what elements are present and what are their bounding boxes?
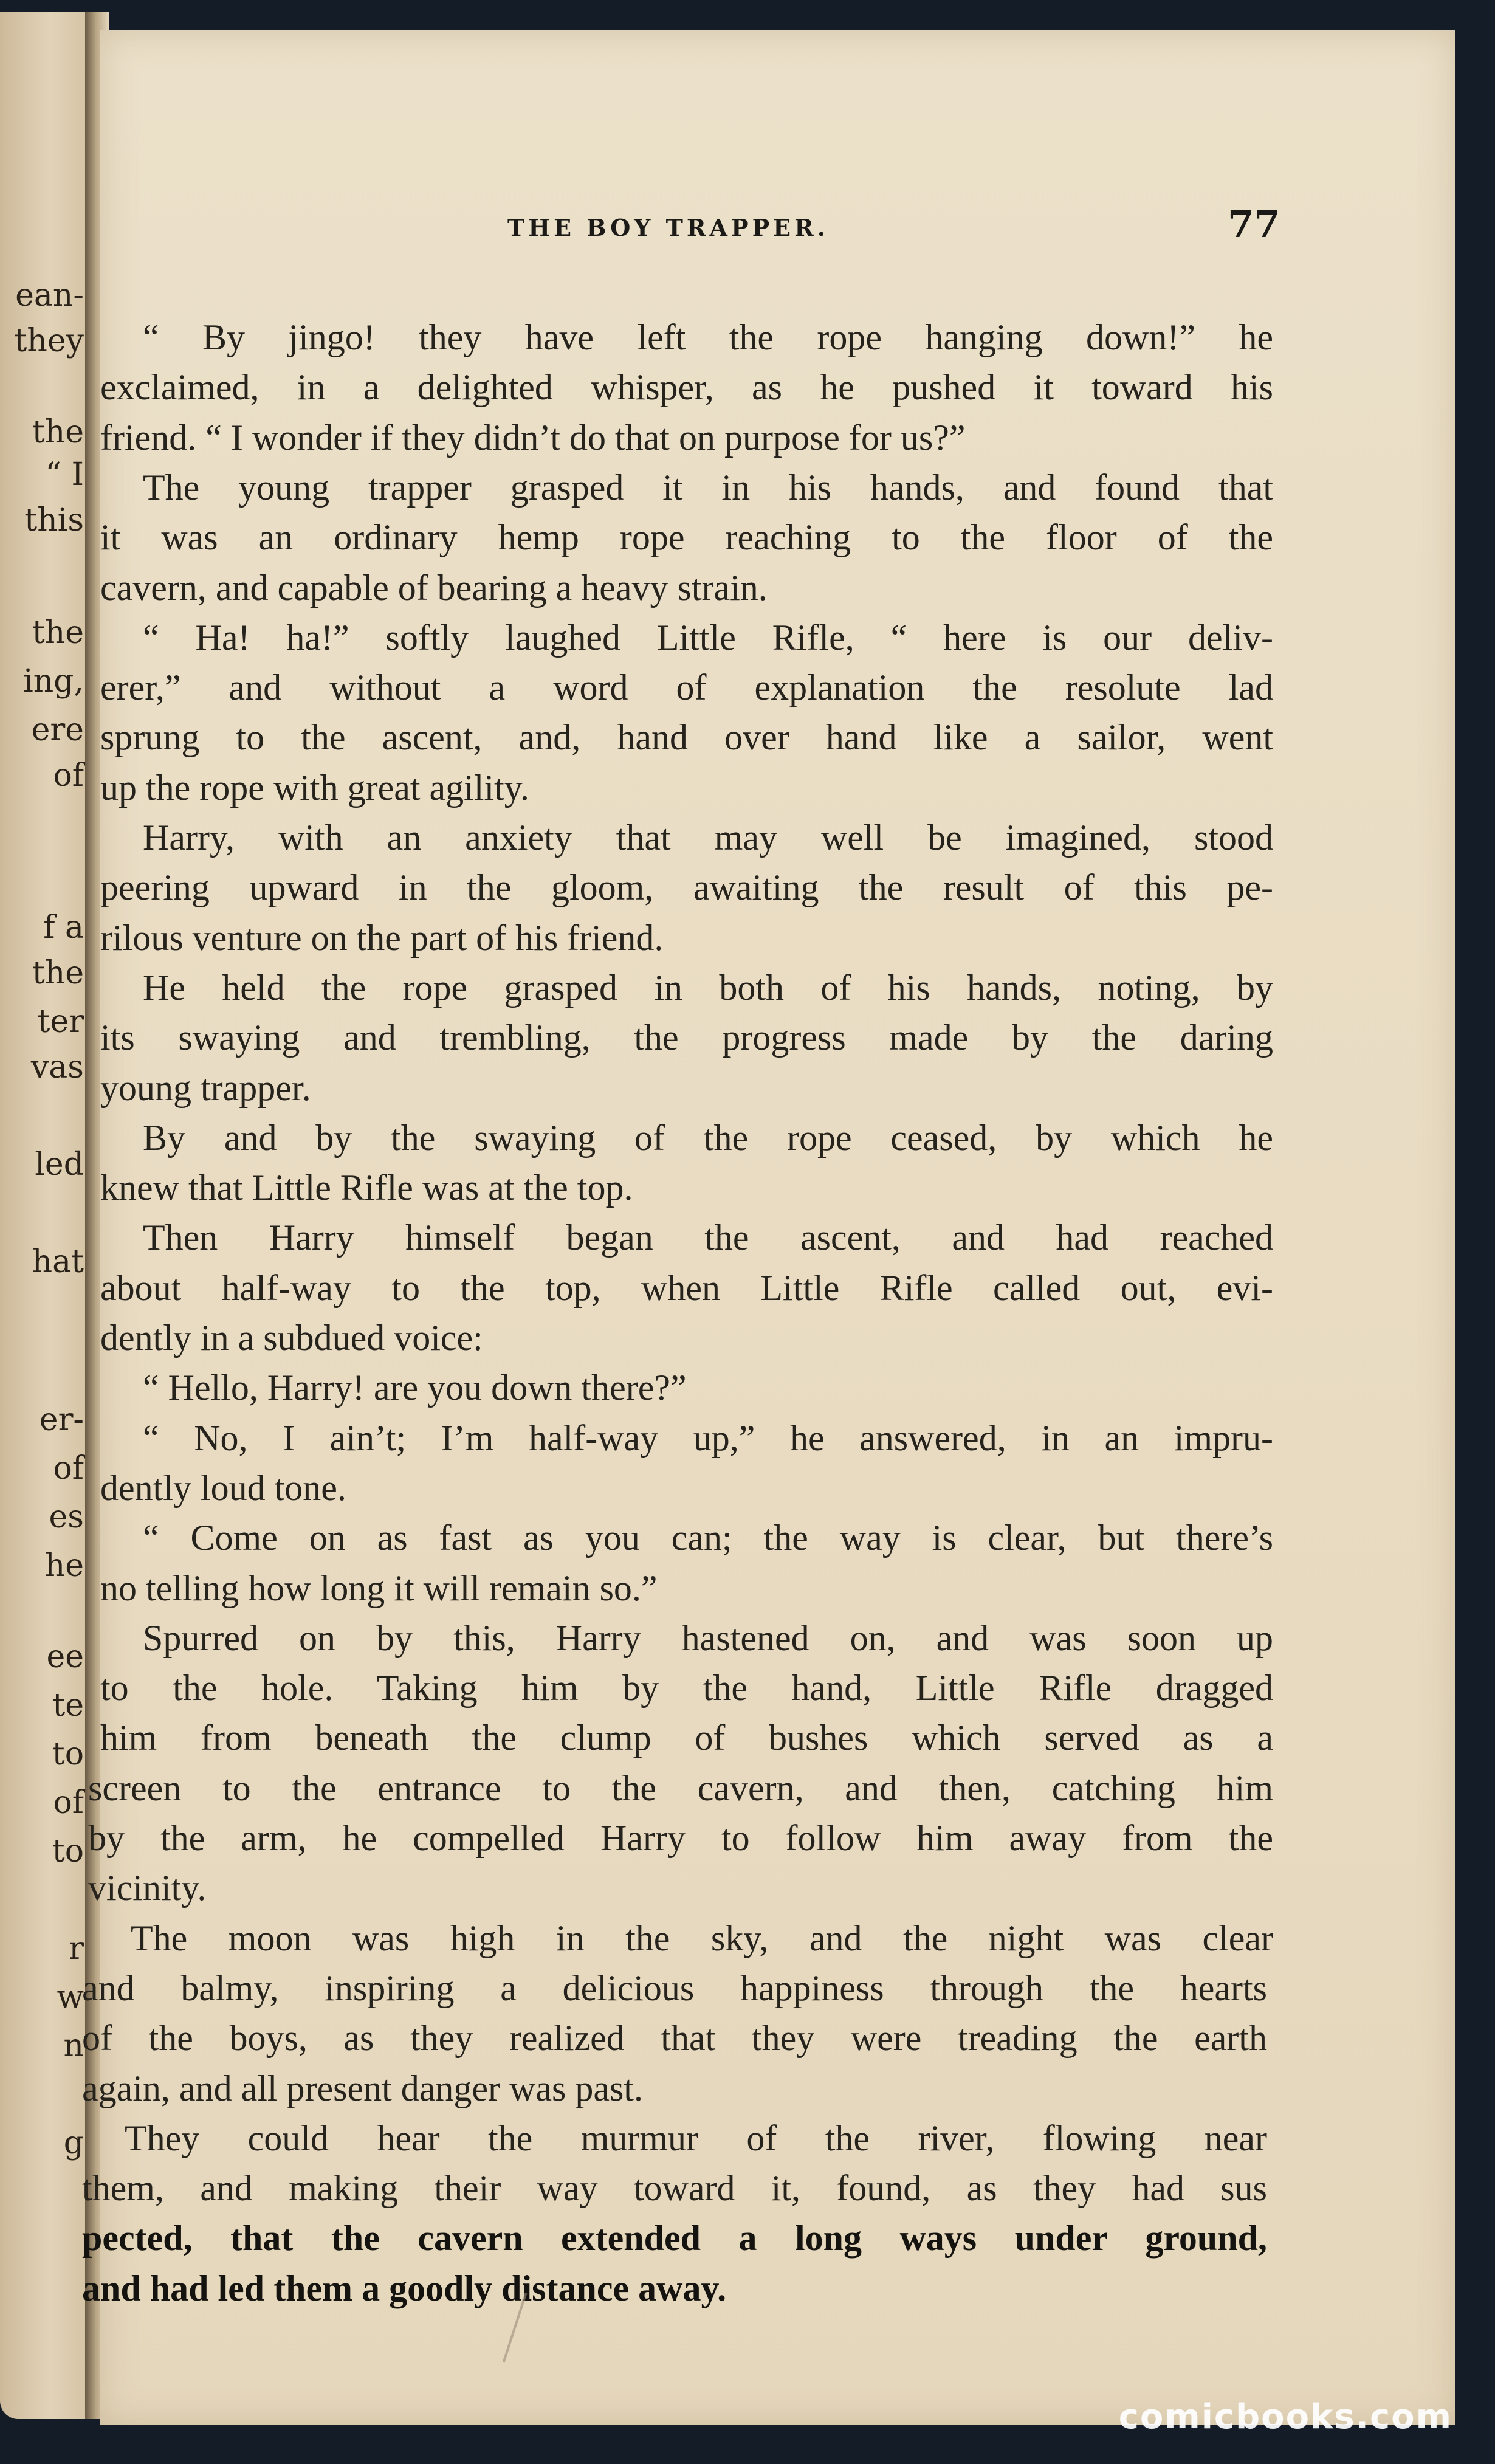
facing-page-word-fragment: er- [39,1402,84,1438]
facing-page-word-fragment: n [63,2028,84,2064]
text-line: by the arm, he compelled Harry to follow him away from the [88,1818,1273,1858]
text-line: to the hole. Taking him by the hand, Little Rifle dragged [100,1668,1273,1708]
facing-page-word-fragment: w [57,1979,84,2015]
facing-page-word-fragment: hat [32,1244,84,1280]
text-line: dently loud tone. [100,1468,346,1508]
text-line: “ No, I ain’t; I’m half-way up,” he answered, in an impru- [143,1418,1273,1458]
facing-page-word-fragment: es [49,1499,84,1535]
text-line: Spurred on by this, Harry hastened on, and was soon up [143,1618,1273,1658]
text-line: screen to the entrance to the cavern, and then, catching him [88,1768,1273,1808]
text-line: about half-way to the top, when Little Rifle called out, evi- [100,1268,1273,1308]
facing-page-word-fragment: they [14,323,84,359]
text-line: knew that Little Rifle was at the top. [100,1168,633,1208]
facing-page-word-fragment: the [32,614,84,651]
text-line: He held the rope grasped in both of his hands, noting, by [143,968,1273,1008]
text-line: They could hear the murmur of the river, flowing near [125,2118,1267,2158]
facing-page-word-fragment: he [44,1547,84,1584]
facing-page-word-fragment: to [52,1833,84,1870]
text-line: “ Hello, Harry! are you down there?” [143,1368,687,1408]
text-line: again, and all present danger was past. [82,2068,643,2108]
text-line: “ Come on as fast as you can; the way is clear, but there’s [143,1518,1273,1558]
facing-page-word-fragment: ean- [15,277,84,314]
facing-page-word-fragment: ing, [23,663,84,700]
facing-page-word-fragment: g [63,2125,84,2161]
facing-page-fragment [0,12,91,2419]
text-line: Harry, with an anxiety that may well be imagined, stood [143,817,1273,858]
facing-page-word-fragment: the [32,414,84,450]
text-line: Then Harry himself began the ascent, and had reached [143,1217,1273,1258]
text-line: no telling how long it will remain so.” [100,1568,658,1608]
facing-page-word-fragment: te [52,1687,84,1724]
facing-page-word-fragment: led [35,1146,84,1183]
book-page [82,30,1455,2425]
running-head [100,190,1455,244]
text-line: and balmy, inspiring a delicious happiness through the hearts [82,1968,1267,2008]
text-line: The moon was high in the sky, and the night was clear [131,1918,1273,1958]
text-line: up the rope with great agility. [100,768,529,808]
running-head-title: THE BOY TRAPPER. [507,214,829,241]
text-line: “ Ha! ha!” softly laughed Little Rifle, “ here is our deliv- [143,618,1273,658]
text-line: “ By jingo! they have left the rope hanging down!” he [143,317,1273,357]
facing-page-word-fragment: f a [43,909,84,946]
facing-page-word-fragment: “ I [45,456,84,493]
text-line: young trapper. [100,1068,311,1108]
text-line: cavern, and capable of bearing a heavy strain. [100,568,768,608]
facing-page-word-fragment: vas [30,1049,84,1086]
text-line: sprung to the ascent, and, hand over hand like a sailor, went [100,717,1273,757]
text-line: exclaimed, in a delighted whisper, as he pushed it toward his [100,367,1273,407]
text-line: it was an ordinary hemp rope reaching to the floor of the [100,517,1273,557]
text-line: and had led them a goodly distance away. [82,2268,727,2308]
text-line: The young trapper grasped it in his hands, and found that [143,467,1273,508]
facing-page-word-fragment: to [52,1736,84,1772]
text-line: erer,” and without a word of explanation the resolute lad [100,667,1273,707]
facing-page-word-fragment: r [69,1930,84,1967]
page-number: 77 [1228,202,1280,246]
text-line: its swaying and trembling, the progress made by the daring [100,1017,1273,1058]
site-watermark: comicbooks.com [1118,2397,1452,2437]
facing-page-word-fragment: ere [31,712,84,748]
facing-page-word-fragment: the [32,955,84,991]
facing-page-word-fragment: ter [37,1003,84,1040]
text-line: rilous venture on the part of his friend. [100,918,664,958]
text-line: of the boys, as they realized that they were treading the earth [82,2018,1267,2058]
text-line: him from beneath the clump of bushes which served as a [100,1718,1273,1758]
facing-page-word-fragment: of [53,1784,84,1821]
text-line: dently in a subdued voice: [100,1318,483,1358]
text-line: By and by the swaying of the rope ceased, by which he [143,1118,1273,1158]
facing-page-word-fragment: this [24,502,84,539]
facing-page-word-fragment: of [53,757,84,794]
text-line: pected, that the cavern extended a long ways under ground, [82,2218,1267,2258]
text-line: them, and making their way toward it, found, as they had sus [82,2168,1267,2208]
facing-page-word-fragment: ee [46,1639,84,1675]
facing-page-word-fragment: of [53,1450,84,1487]
text-line: vicinity. [88,1868,207,1908]
text-line: peering upward in the gloom, awaiting the result of this pe- [100,867,1273,907]
text-line: friend. “ I wonder if they didn’t do that on purpose for us?” [100,418,966,458]
